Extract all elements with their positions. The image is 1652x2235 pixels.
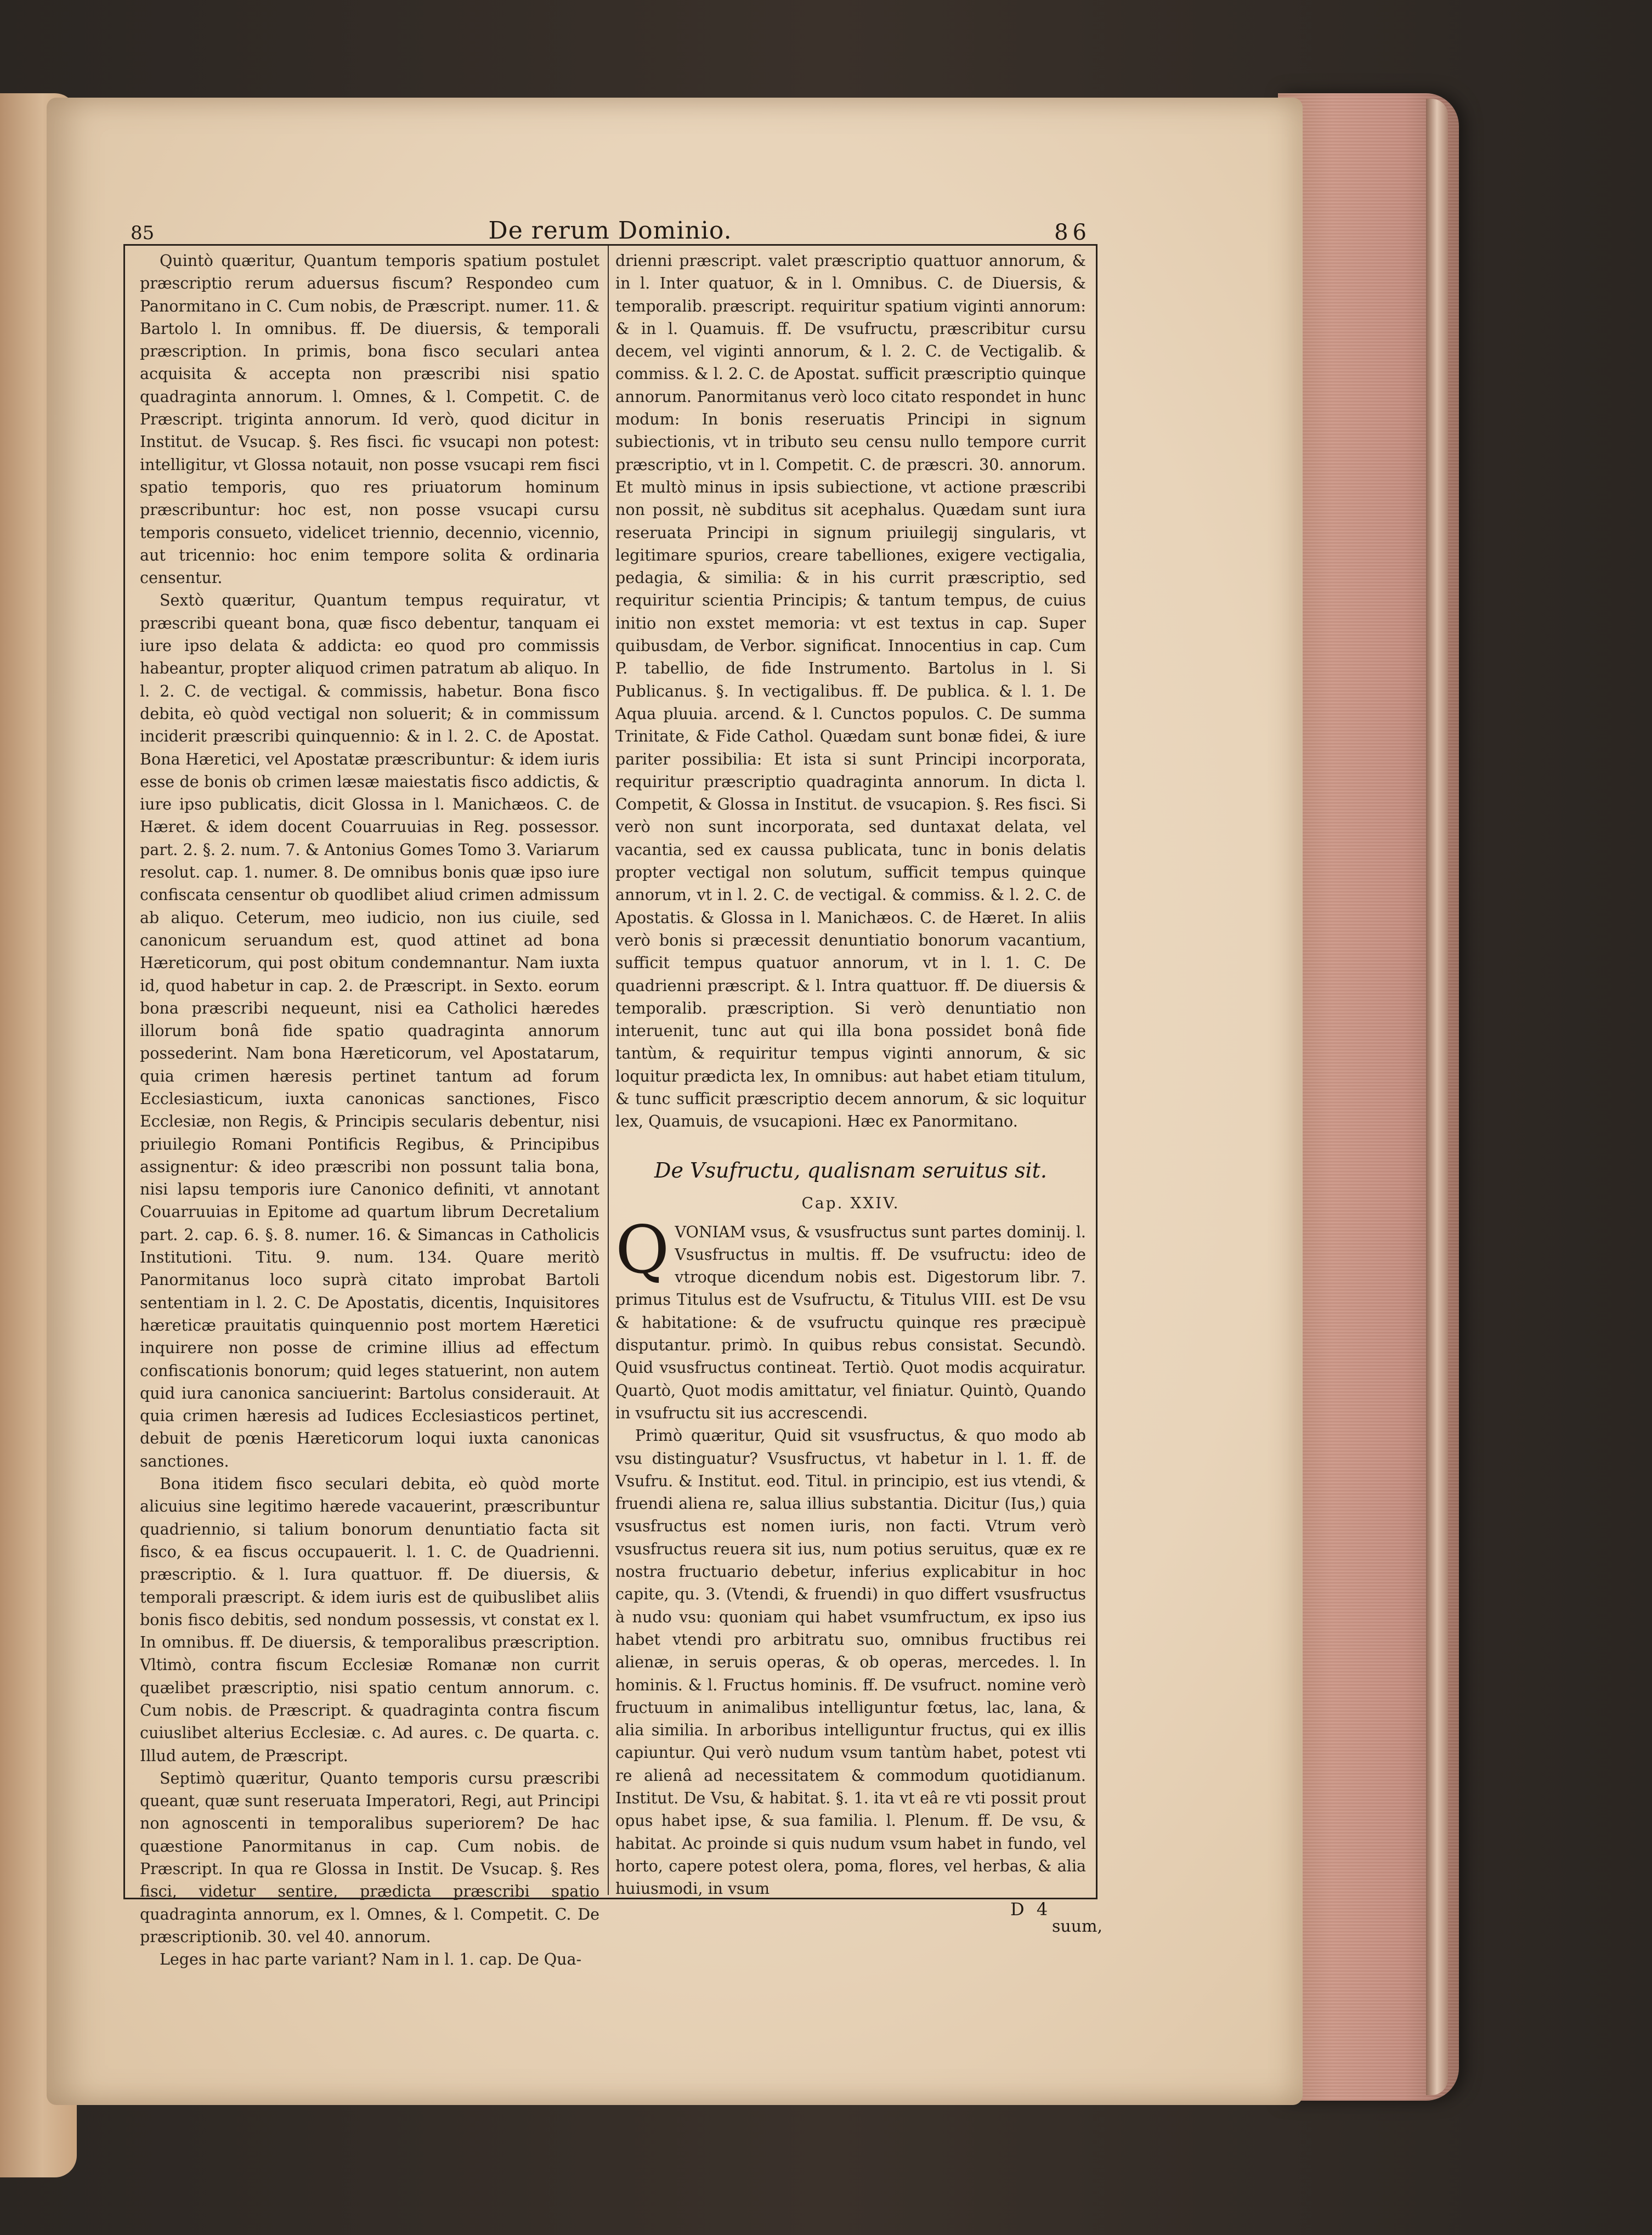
running-title: De rerum Dominio. (488, 217, 732, 245)
paragraph: Bona itidem fisco seculari debita, eò quòd morte alicuius sine legitimo hærede vacauerint, præscribuntur quadriennio, si talium bonorum denuntiatio facta sit fisco, & ea fiscus occupauerit. l. 1. C. de Quadrienni. præscriptio. & l. Iura quattuor. ff. De diuersis, & temporali præscript. & idem iuris est de quibuslibet aliis bonis fisco debitis, sed nondum possessis, vt constat ex l. In omnibus. ff. De diuersis, & temporalibus præscription. Vltimò, contra fiscum Ecclesiæ Romanæ non currit quælibet præscriptio, nisi spatio centum annorum. c. Cum nobis. de Præscript. & quadraginta contra fiscum cuiuslibet alterius Ecclesiæ. c. Ad aures. c. De quarta. c. Illud autem, de Præscript. (140, 1475, 599, 1765)
paragraph: Leges in hac parte variant? Nam in l. 1. cap. De Qua- (160, 1950, 582, 1969)
chapter-label: Cap. XXIV. (801, 1193, 900, 1212)
paragraph: Quintò quæritur, Quantum temporis spatium postulet præscriptio rerum aduersus fiscum? Respondeo cum Panormitano in C. Cum nobis, de Præscript. numer. 11. & Bartolo l. In omnibus. ff. De diuersis, & temporali præscription. In primis, bona fisco seculari antea acquisita & accepta non præscribi nisi spatio quadraginta annorum. l. Omnes, & l. Competit. C. de Præscript. triginta annorum. Id verò, quod dicitur in Institut. de Vsucap. §. Res fisci. fic vsucapi non potest: intelligitur, vt Glossa notauit, non posse vsucapi rem fisci spatio temporis, quo res priuatorum hominum præscribuntur: hoc est, non posse vsucapi cursu temporis consueto, videlicet triennio, decennio, vicennio, aut tricennio: hoc enim tempore solita & ordinaria censentur. (140, 252, 599, 587)
left-page-number: 85 (131, 222, 155, 244)
paragraph: Septimò quæritur, Quanto temporis cursu præscribi queant, quæ sunt reseruata Imperatori, Regi, aut Principi non agnoscenti in temporalibus superiorem? De hac quæstione Panormitanus in cap. Cum nobis. de Præscript. In qua re Glossa in Instit. De Vsucap. §. Res fisci, videtur sentire, prædicta præscribi spatio quadraginta annorum, ex l. Omnes, & l. Competit. C. De præscriptionib. 30. vel 40. annorum. (140, 1769, 599, 1946)
left-column (140, 250, 599, 1969)
drop-cap: Q (615, 1212, 670, 1288)
paragraph: Sextò quæritur, Quantum tempus requiratur, vt præscribi queant bona, quæ fisco debentur, tanquam ei iure ipso delata & addicta: eo quod pro commissis habeantur, propter aliquod crimen patratum ab aliquo. In l. 2. C. de vectigal. & commissis, habetur. Bona fisco debita, eò quòd vectigal non soluerit; & in commissum inciderit præscribi quinquennio: & in l. 2. C. de Apostat. Bona Hæretici, vel Apostatæ præscribuntur: & idem iuris esse de bonis ob crimen læsæ maiestatis fisco addictis, & iure ipso publicatis, dicit Glossa in l. Manichæos. C. de Hæret. & idem docent Couarruuias in Reg. possessor. part. 2. §. 2. num. 7. & Antonius Gomes Tomo 3. Variarum resolut. cap. 1. numer. 8. De omnibus bonis quæ ipso iure confiscata censentur ob quodlibet aliud crimen admissum ab aliquo. Ceterum, meo iudicio, non ius ciuile, sed canonicum seruandum est, quod attinet ad bona Hæreticorum, qui post obitum condemnantur. Nam iuxta id, quod habetur in cap. 2. de Præscript. in Sexto. eorum bona præscribi nequeunt, nisi ea Catholici hæredes illorum bonâ fide spatio quadraginta annorum possederint. Nam bona Hæreticorum, vel Apostatarum, quia crimen hæresis pertinet tantum ad forum Ecclesiasticum, iuxta canonicas sanctiones, Fisco Ecclesiæ, non Regis, & Principis secularis debentur, nisi priuilegio Romani Pontificis Regibus, & Principibus assignentur: & ideo præscribi non possunt talia bona, nisi lapsu temporis iure Canonico definiti, vt annotant Couarruuias in Epitome ad quartum librum Decretalium part. 2. cap. 6. §. 8. numer. 16. & Simancas in Catholicis Institutioni. Titu. 9. num. 134. Quare meritò Panormitanus loco suprà citato improbat Bartoli sententiam in l. 2. C. De Apostatis, dicentis, Inquisitores hæreticæ prauitatis quinquennio post mortem Hæretici inquirere non posse de crimine illius ad effectum confiscationis bonorum; quid leges statuerint, non autem quid iura canonica sanciuerint: Bartolus considerauit. At quia crimen hæresis ad Iudices Ecclesiasticos pertinet, debuit de pœnis Hæreticorum loqui iuxta canonicas sanctiones. (140, 591, 599, 1470)
section-title: De Vsufructu, qualisnam seruitus sit. (654, 1158, 1047, 1182)
chapter-opening-paragraph (615, 1212, 1086, 1425)
book-edge-highlight (1426, 99, 1448, 2095)
paragraph: Primò quæritur, Quid sit vsusfructus, & quo modo ab vsu distinguatur? Vsusfructus, vt habetur in l. 1. ff. de Vsufru. & Institut. eod. Titul. in principio, est ius vtendi, & fruendi aliena re, salua illius substantia. Dicitur (Ius,) quia vsusfructus est nomen iuris, non facti. Vtrum verò vsusfructus reuera sit ius, num potius seruitus, quæ ex re nostra fructuario debetur, inferius explicabitur in hoc capite, qu. 3. (Vtendi, & fruendi) in quo differt vsusfructus à nudo vsu: quoniam qui habet vsumfructum, ex ipso ius habet vtendi pro arbitratu suo, omnibus fructibus rei alienæ, in seruis operas, & ob operas, mercedes. l. In hominis. & l. Fructus hominis. ff. De vsufruct. nomine verò fructuum in animalibus intelliguntur fœtus, lac, lana, & alia similia. In arboribus intelliguntur fructus, qui ex illis capiuntur. Qui verò nudum vsum tantùm habet, potest vti re alienâ ad necessitatem & commodum quotidianum. Institut. De Vsu, & habitat. §. 1. ita vt eâ re vti possit prout opus habet ipse, & sua familia. l. Plenum. ff. De vsu, & habitat. Ac proinde si quis nudum vsum habet in fundo, vel horto, capere potest olera, poma, flores, vel herbas, & alia huiusmodi, in vsum (615, 1427, 1086, 1898)
chapter-opening-text: VONIAM vsus, & vsusfructus sunt partes dominij. l. Vsusfructus in multis. ff. De vsufructu: ideo de vtroque dicendum nobis est. Digestorum libr. 7. primus Titulus est de Vsufructu, & Titulus VIII. est De vsu & habitatione: & de vsufructu quinque res præcipuè disputantur. primò. In quibus rebus consistat. Secundò. Quid vsusfructus contineat. Tertiò. Quot modis acquiratur. Quartò, Quot modis amittatur, vel finiatur. Quintò, Quando in vsufructu sit ius accrescendi. (615, 1223, 1086, 1422)
signature-mark: D 4 (1010, 1899, 1051, 1920)
column-divider (608, 246, 609, 1895)
right-column (615, 250, 1086, 1898)
right-page-number: 86 (1054, 220, 1091, 245)
catchword: suum, (1052, 1917, 1103, 1936)
paragraph: drienni præscript. valet præscriptio quattuor annorum, & in l. Inter quatuor, & in l. Omnibus. C. de Diuersis, & temporalib. præscript. requiritur spatium viginti annorum: & in l. Quamuis. ff. De vsufructu, præscribitur cursu decem, vel viginti annorum, & l. 2. C. de Vectigalib. & commiss. & l. 2. C. de Apostat. sufficit præscriptio quinque annorum. Panormitanus verò loco citato respondet in hunc modum: In bonis reseruatis Principi in signum subiectionis, vt in tributo seu censu nullo tempore currit præscriptio, vt in l. Competit. C. de præscri. 30. annorum. Et multò minus in ipsis subiectione, vt actione præscribi non possit, nè subditus sit acephalus. Quædam sunt iura reseruata Principi in signum priuilegij singularis, vt legitimare spurios, creare tabelliones, exigere vectigalia, pedagia, & similia: & in his currit præscriptio, sed requiritur scientia Principis; & tantum tempus, de cuius initio non exstet memoria: vt est textus in cap. Super quibusdam, de Verbor. significat. Innocentius in cap. Cum P. tabellio, de fide Instrumento. Bartolus in l. Si Publicanus. §. In vectigalibus. ff. De publica. & l. 1. De Aqua pluuia. arcend. & l. Cunctos populos. C. De summa Trinitate, & Fide Cathol. Quædam sunt bonæ fidei, & iure pariter possibilia: Et ista si sunt Principi incorporata, requiritur præscriptio quadraginta annorum. In dicta l. Competit, & Glossa in Institut. de vsucapion. §. Res fisci. Si verò non sunt incorporata, sed duntaxat delata, vel vacantia, sed ex caussa publicata, tunc in bonis delatis propter vectigal non solutum, sufficit tempus quinque annorum, vt in l. 2. C. de vectigal. & commiss. & l. 2. C. de Apostatis. & Glossa in l. Manichæos. C. de Hæret. In aliis verò bonis si præcessit denuntiatio bonorum vacantium, sufficit tempus quatuor annorum, vt in l. 1. C. De quadrienni præscript. & l. Intra quattuor. ff. De diuersis & temporalib. præscription. Si verò denuntiatio non interuenit, tunc aut qui illa bona possidet bonâ fide tantùm, & requiritur tempus viginti annorum, & sic loquitur prædicta lex, In omnibus: aut habet etiam titulum, & tunc sufficit præscriptio decem annorum, & sic loquitur lex, Quamuis, de vsucapioni. Hæc ex Panormitano. (615, 252, 1086, 1131)
